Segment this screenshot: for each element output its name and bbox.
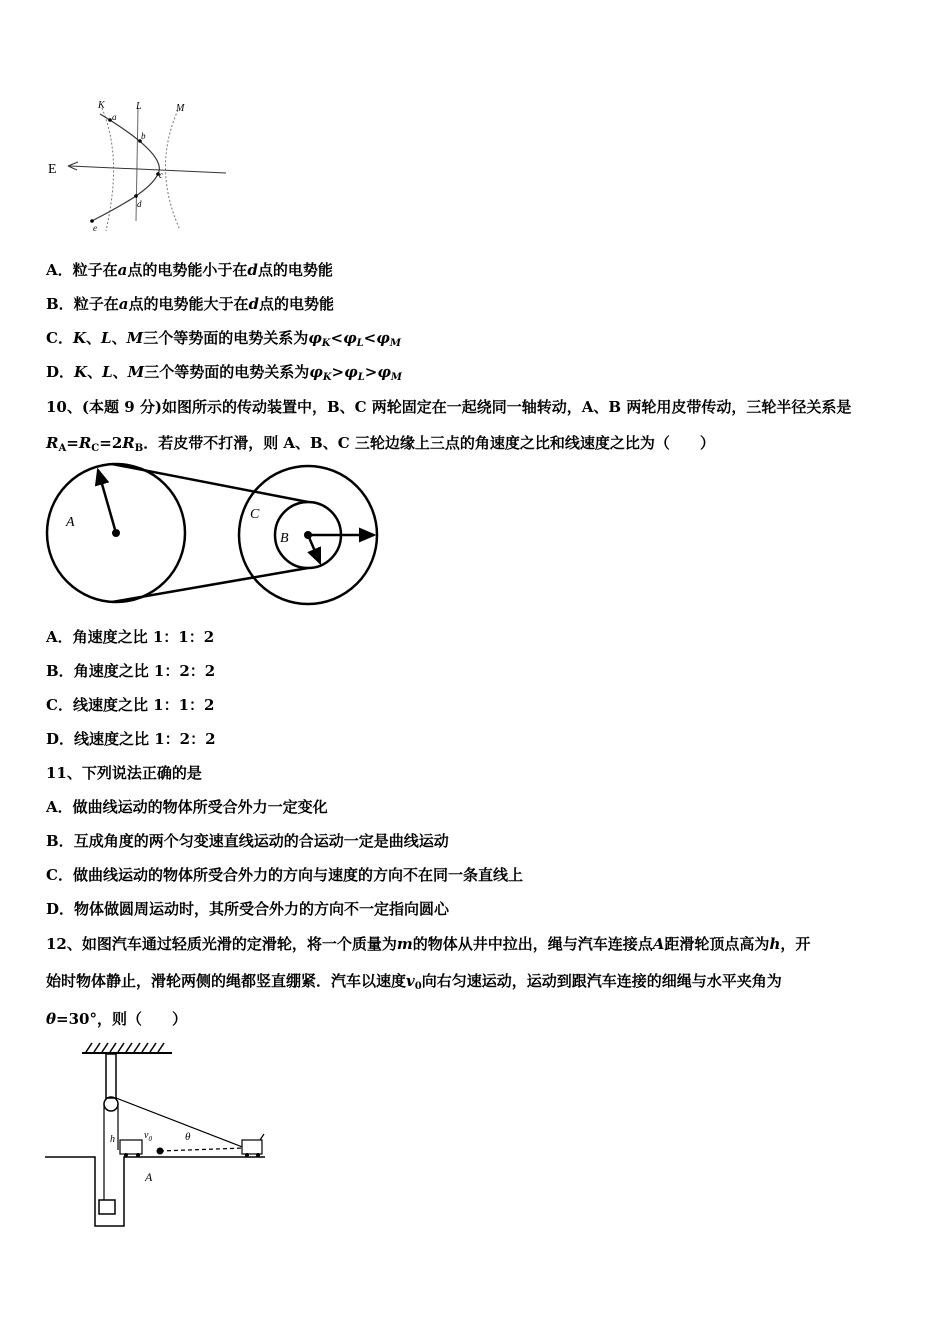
car-final	[242, 1140, 262, 1154]
q12-stem-line2: 始时物体静止，滑轮两侧的绳都竖直绷紧．汽车以速度$v_0$向右匀速运动，运动到跟汽车连接的细绳与水平夹角为	[46, 972, 782, 992]
q10-stem-line2: $R_A=R_C=2R_B$．若皮带不打滑，则 A、B、C 三轮边缘上三点的角速度之比和线速度之比为（ ）	[46, 434, 715, 454]
q11-option-d[interactable]: D．物体做圆周运动时，其所受合外力的方向不一定指向圆心	[46, 900, 450, 918]
label-wheel-c: C	[250, 507, 260, 522]
q10-option-b[interactable]: B．角速度之比 1：2：2	[46, 662, 216, 680]
label-point-c: c	[159, 170, 163, 180]
label-a-point: A	[145, 1170, 153, 1184]
q10-stem-line1: 10、(本题 9 分)如图所示的传动装置中，B、C 两轮固定在一起绕同一轴转动，A、B 两轮用皮带传动，三轮半径关系是	[46, 398, 852, 416]
label-m: M	[176, 103, 185, 114]
q11-option-b[interactable]: B．互成角度的两个匀变速直线运动的合运动一定是曲线运动	[46, 832, 449, 850]
radius-b-arrow	[308, 535, 320, 563]
label-k: K	[98, 100, 105, 111]
q12-figure	[40, 1040, 270, 1230]
label-point-d: d	[137, 199, 142, 209]
belt-top	[112, 464, 308, 502]
radius-a-arrow	[98, 470, 116, 533]
car-initial	[120, 1140, 142, 1154]
q11-stem: 11、下列说法正确的是	[46, 764, 202, 782]
q10-figure	[40, 460, 390, 610]
label-e-field: E	[48, 162, 57, 177]
q9-option-b[interactable]: B．粒子在a点的电势能大于在d点的电势能	[46, 295, 334, 313]
pulley	[104, 1097, 118, 1111]
label-l: L	[136, 101, 142, 112]
label-v: $v_0$	[144, 1130, 152, 1143]
ground-well	[45, 1157, 265, 1226]
label-point-a: a	[112, 112, 117, 122]
q12-stem-line1: 12、如图汽车通过轻质光滑的定滑轮，将一个质量为m的物体从井中拉出，绳与汽车连接点A距滑轮顶点高为h，开	[46, 935, 811, 953]
q11-option-a[interactable]: A．做曲线运动的物体所受合外力一定变化	[46, 798, 328, 816]
q9-figure	[40, 96, 240, 236]
label-wheel-b: B	[280, 531, 289, 546]
hanging-mass	[99, 1200, 115, 1214]
q11-option-c[interactable]: C．做曲线运动的物体所受合外力的方向与速度的方向不在同一条直线上	[46, 866, 523, 884]
q9-option-c[interactable]: C．K、L、M三个等势面的电势关系为$\varphi_K<\varphi_L<\varphi_M$	[46, 329, 401, 349]
q9-option-a[interactable]: A．粒子在a点的电势能小于在d点的电势能	[46, 261, 333, 279]
q10-option-d[interactable]: D．线速度之比 1：2：2	[46, 730, 216, 748]
dashed-horizontal	[160, 1148, 245, 1151]
label-point-e: e	[93, 223, 97, 233]
q10-option-c[interactable]: C．线速度之比 1：1：2	[46, 696, 215, 714]
label-point-b: b	[141, 131, 146, 141]
q9-option-d[interactable]: D．K、L、M三个等势面的电势关系为$\varphi_K>\varphi_L>\varphi_M$	[46, 363, 402, 383]
label-h: h	[110, 1134, 115, 1145]
q12-stem-line3: θ=30°，则（ ）	[46, 1010, 187, 1028]
label-wheel-a: A	[66, 515, 75, 530]
field-line	[70, 166, 226, 173]
label-theta: θ	[185, 1131, 191, 1143]
q10-option-a[interactable]: A．角速度之比 1：1：2	[46, 628, 215, 646]
